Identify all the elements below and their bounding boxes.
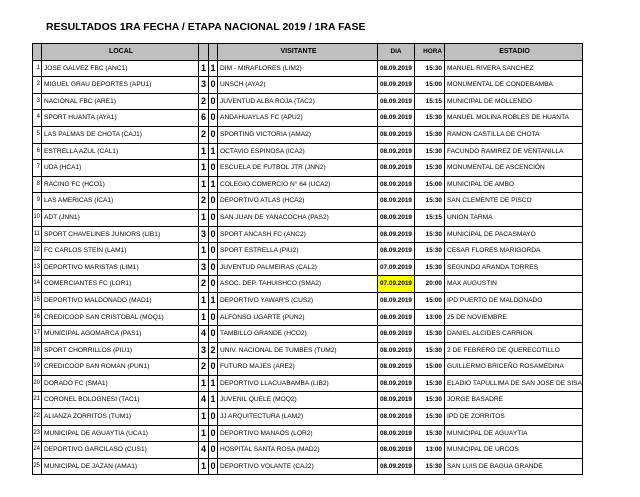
- time-cell: 15:15: [415, 93, 445, 110]
- date-cell: 08.09.2019: [378, 110, 415, 127]
- stadium-cell: MONUMENTAL DE ASCENCIÓN: [445, 160, 583, 177]
- visitor-goals-cell: 0: [209, 326, 218, 343]
- date-cell: 08.09.2019: [378, 375, 415, 392]
- time-cell: 15:00: [415, 359, 445, 376]
- visitor-team-cell: HOSPITAL SANTA ROSA (MAD2): [218, 442, 378, 459]
- local-goals-cell: 1: [199, 375, 209, 392]
- date-cell: 08.09.2019: [378, 442, 415, 459]
- time-cell: 15:00: [415, 176, 445, 193]
- visitor-goals-cell: 0: [209, 276, 218, 293]
- table-row: [33, 409, 583, 426]
- local-team-cell: MUNICIPAL AGOMARCA (PAS1): [42, 326, 199, 343]
- time-cell: 15:30: [415, 226, 445, 243]
- row-number: 25: [33, 458, 42, 475]
- local-team-cell: SPORT HUANTA (AYA1): [42, 110, 199, 127]
- table-row: [33, 143, 583, 160]
- visitor-team-cell: SPORT ANCASH FC (ANC2): [218, 226, 378, 243]
- local-goals-cell: 1: [199, 243, 209, 260]
- local-goals-cell: 2: [199, 276, 209, 293]
- stadium-cell: SEGUNDO ARANDA TORRES: [445, 259, 583, 276]
- date-cell: 08.09.2019: [378, 60, 415, 77]
- local-goals-cell: 3: [199, 226, 209, 243]
- local-team-cell: SPORT CHORRILLOS (PIU1): [42, 342, 199, 359]
- visitor-team-cell: DIM - MIRAFLORES (LIM2): [218, 60, 378, 77]
- date-cell: 08.09.2019: [378, 226, 415, 243]
- row-number: 7: [33, 160, 42, 177]
- local-goals-cell: 1: [199, 292, 209, 309]
- visitor-team-cell: SPORTING VICTORIA (AMA2): [218, 126, 378, 143]
- table-row: [33, 209, 583, 226]
- stadium-cell: MUNICIPAL DE URCOS: [445, 442, 583, 459]
- local-goals-cell: 1: [199, 60, 209, 77]
- visitor-goals-cell: 0: [209, 193, 218, 210]
- time-cell: 15:30: [415, 326, 445, 343]
- visitor-team-cell: UNIV. NACIONAL DE TUMBES (TUM2): [218, 342, 378, 359]
- visitor-team-cell: UNSCH (AYA2): [218, 77, 378, 94]
- row-number: 18: [33, 342, 42, 359]
- local-goals-cell: 1: [199, 160, 209, 177]
- visitor-team-cell: ESCUELA DE FUTBOL JTR (JNN2): [218, 160, 378, 177]
- results-table: [32, 43, 583, 475]
- local-goals-cell: 2: [199, 93, 209, 110]
- header-visitante: VISITANTE: [218, 44, 378, 61]
- local-team-cell: MUNICIPAL DE AGUAYTIA (UCA1): [42, 425, 199, 442]
- stadium-cell: MONUMENTAL DE CONDEBAMBA: [445, 77, 583, 94]
- date-cell: 08.09.2019: [378, 326, 415, 343]
- stadium-cell: CESAR FLORES MARIGORDA: [445, 243, 583, 260]
- stadium-cell: MUNICIPAL DE AGUAYTIA: [445, 425, 583, 442]
- local-goals-cell: 4: [199, 442, 209, 459]
- date-cell: 08.09.2019: [378, 126, 415, 143]
- row-number: 4: [33, 110, 42, 127]
- header-hora: HORA: [415, 44, 445, 61]
- table-row: [33, 309, 583, 326]
- stadium-cell: FACUNDO RAMIREZ DE VENTANILLA: [445, 143, 583, 160]
- time-cell: 15:30: [415, 458, 445, 475]
- row-number: 12: [33, 243, 42, 260]
- visitor-team-cell: DEPORTIVO ATLAS (HCA2): [218, 193, 378, 210]
- visitor-team-cell: DEPORTIVO MANAOS (LOR2): [218, 425, 378, 442]
- time-cell: 13:00: [415, 442, 445, 459]
- stadium-cell: IPD PUERTO DE MALDONADO: [445, 292, 583, 309]
- local-team-cell: DEPORTIVO GARCILASO (CUS1): [42, 442, 199, 459]
- local-goals-cell: 2: [199, 193, 209, 210]
- local-goals-cell: 4: [199, 392, 209, 409]
- table-body: [33, 60, 583, 475]
- table-row: [33, 193, 583, 210]
- stadium-cell: ELADIO TAPULLIMA DE SAN JOSE DE SISA: [445, 375, 583, 392]
- local-goals-cell: 1: [199, 143, 209, 160]
- local-team-cell: MIGUEL GRAU DEPORTES (APU1): [42, 77, 199, 94]
- header-goals-visit: [209, 44, 218, 61]
- table-row: [33, 60, 583, 77]
- table-row: [33, 392, 583, 409]
- time-cell: 15:00: [415, 77, 445, 94]
- header-number: [33, 44, 42, 61]
- time-cell: 15:30: [415, 110, 445, 127]
- visitor-team-cell: JJ ARQUITECTURA (LAM2): [218, 409, 378, 426]
- visitor-team-cell: JUVENTUD ALBA ROJA (TAC2): [218, 93, 378, 110]
- local-team-cell: CREDICOOP SAN ROMAN (PUN1): [42, 359, 199, 376]
- time-cell: 13:00: [415, 309, 445, 326]
- date-cell: 08.09.2019: [378, 409, 415, 426]
- stadium-cell: 2 DE FEBRERO DE QUERECOTILLO: [445, 342, 583, 359]
- visitor-goals-cell: 0: [209, 160, 218, 177]
- visitor-goals-cell: 0: [209, 409, 218, 426]
- row-number: 21: [33, 392, 42, 409]
- row-number: 1: [33, 60, 42, 77]
- visitor-team-cell: SPORT ESTRELLA (PIU2): [218, 243, 378, 260]
- table-row: [33, 425, 583, 442]
- local-team-cell: UDA (HCA1): [42, 160, 199, 177]
- visitor-goals-cell: 0: [209, 226, 218, 243]
- local-goals-cell: 3: [199, 342, 209, 359]
- table-row: [33, 259, 583, 276]
- time-cell: 15:30: [415, 425, 445, 442]
- stadium-cell: 25 DE NOVIEMBRE: [445, 309, 583, 326]
- visitor-goals-cell: 1: [209, 292, 218, 309]
- visitor-goals-cell: 1: [209, 375, 218, 392]
- time-cell: 15:30: [415, 342, 445, 359]
- visitor-goals-cell: 0: [209, 442, 218, 459]
- date-cell: 08.09.2019: [378, 243, 415, 260]
- stadium-cell: JORGE BASADRE: [445, 392, 583, 409]
- date-cell: 08.09.2019: [378, 143, 415, 160]
- time-cell: 15:30: [415, 126, 445, 143]
- table-row: [33, 292, 583, 309]
- date-cell: 08.09.2019: [378, 425, 415, 442]
- visitor-team-cell: OCTAVIO ESPINOSA (ICA2): [218, 143, 378, 160]
- row-number: 10: [33, 209, 42, 226]
- time-cell: 15:30: [415, 392, 445, 409]
- row-number: 6: [33, 143, 42, 160]
- page-title: RESULTADOS 1RA FECHA / ETAPA NACIONAL 2019 / 1RA FASE: [46, 21, 366, 33]
- row-number: 11: [33, 226, 42, 243]
- visitor-goals-cell: 1: [209, 176, 218, 193]
- visitor-goals-cell: 1: [209, 60, 218, 77]
- time-cell: 15:30: [415, 193, 445, 210]
- local-team-cell: CREDICOOP SAN CRISTOBAL (MOQ1): [42, 309, 199, 326]
- table-row: [33, 110, 583, 127]
- row-number: 9: [33, 193, 42, 210]
- visitor-team-cell: SAN JUAN DE YANACOCHA (PAS2): [218, 209, 378, 226]
- time-cell: 20:00: [415, 276, 445, 293]
- visitor-team-cell: COLEGIO COMERCIO N° 64 (UCA2): [218, 176, 378, 193]
- visitor-goals-cell: 0: [209, 309, 218, 326]
- table-row: [33, 276, 583, 293]
- table-row: [33, 359, 583, 376]
- visitor-team-cell: ASOC. DEP. TAHUISHCO (SMA2): [218, 276, 378, 293]
- stadium-cell: MANUEL RIVERA SANCHEZ: [445, 60, 583, 77]
- time-cell: 15:30: [415, 375, 445, 392]
- table-row: [33, 126, 583, 143]
- stadium-cell: UNION TARMA: [445, 209, 583, 226]
- visitor-goals-cell: 0: [209, 93, 218, 110]
- date-cell: 08.09.2019: [378, 359, 415, 376]
- row-number: 14: [33, 276, 42, 293]
- stadium-cell: SAN CLEMENTE DE PISCO: [445, 193, 583, 210]
- local-team-cell: DEPORTIVO MARISTAS (LIM1): [42, 259, 199, 276]
- local-team-cell: RACING FC (HCO1): [42, 176, 199, 193]
- table-row: [33, 226, 583, 243]
- time-cell: 15:30: [415, 409, 445, 426]
- visitor-goals-cell: 0: [209, 259, 218, 276]
- local-team-cell: ALIANZA ZORRITOS (TUM1): [42, 409, 199, 426]
- date-cell: 08.09.2019: [378, 160, 415, 177]
- date-cell: 08.09.2019: [378, 77, 415, 94]
- row-number: 2: [33, 77, 42, 94]
- visitor-team-cell: ANDAHUAYLAS FC (APU2): [218, 110, 378, 127]
- stadium-cell: MUNICIPAL DE MOLLENDO: [445, 93, 583, 110]
- row-number: 19: [33, 359, 42, 376]
- date-cell: 08.09.2019: [378, 292, 415, 309]
- time-cell: 15:30: [415, 259, 445, 276]
- date-cell: 08.09.2019: [378, 209, 415, 226]
- row-number: 17: [33, 326, 42, 343]
- stadium-cell: MUNICIPAL DE PACASMAYO: [445, 226, 583, 243]
- row-number: 16: [33, 309, 42, 326]
- row-number: 3: [33, 93, 42, 110]
- local-team-cell: MUNICIPAL DE JAZAN (AMA1): [42, 458, 199, 475]
- row-number: 20: [33, 375, 42, 392]
- date-cell: 07.09.2019: [378, 276, 415, 293]
- header-local: LOCAL: [42, 44, 199, 61]
- date-cell: 08.09.2019: [378, 342, 415, 359]
- header-dia: DIA: [378, 44, 415, 61]
- local-team-cell: NACIONAL FBC (ARE1): [42, 93, 199, 110]
- table-row: [33, 342, 583, 359]
- header-goals-local: [199, 44, 209, 61]
- stadium-cell: SAN LUIS DE BAGUA GRANDE: [445, 458, 583, 475]
- table-row: [33, 243, 583, 260]
- stadium-cell: RAMON CASTILLA DE CHOTA: [445, 126, 583, 143]
- local-team-cell: CORONEL BOLOGNESI (TAC1): [42, 392, 199, 409]
- local-team-cell: SPORT CHAVELINES JUNIORS (LIB1): [42, 226, 199, 243]
- visitor-team-cell: FUTURO MAJES (ARE2): [218, 359, 378, 376]
- local-team-cell: COMERCIANTES FC (LOR1): [42, 276, 199, 293]
- stadium-cell: MANUEL MOLINA ROBLES DE HUANTA: [445, 110, 583, 127]
- local-goals-cell: 3: [199, 259, 209, 276]
- visitor-goals-cell: 0: [209, 209, 218, 226]
- row-number: 8: [33, 176, 42, 193]
- visitor-team-cell: DEPORTIVO VOLANTE (CAJ2): [218, 458, 378, 475]
- table-row: [33, 77, 583, 94]
- visitor-team-cell: DEPORTIVO LLACUABAMBA (LIB2): [218, 375, 378, 392]
- local-goals-cell: 1: [199, 176, 209, 193]
- visitor-goals-cell: 2: [209, 342, 218, 359]
- local-goals-cell: 1: [199, 309, 209, 326]
- table-row: [33, 176, 583, 193]
- visitor-goals-cell: 1: [209, 143, 218, 160]
- local-goals-cell: 6: [199, 110, 209, 127]
- visitor-team-cell: ALFONSO UGARTE (PUN2): [218, 309, 378, 326]
- date-cell: 07.09.2019: [378, 259, 415, 276]
- visitor-goals-cell: 0: [209, 359, 218, 376]
- table-row: [33, 93, 583, 110]
- local-goals-cell: 3: [199, 77, 209, 94]
- local-team-cell: ESTRELLA AZUL (CAL1): [42, 143, 199, 160]
- local-team-cell: DORADO FC (SMA1): [42, 375, 199, 392]
- time-cell: 15:30: [415, 143, 445, 160]
- time-cell: 15:00: [415, 292, 445, 309]
- date-cell: 08.09.2019: [378, 176, 415, 193]
- local-team-cell: LAS AMERICAS (ICA1): [42, 193, 199, 210]
- visitor-goals-cell: 0: [209, 243, 218, 260]
- time-cell: 15:30: [415, 60, 445, 77]
- row-number: 23: [33, 425, 42, 442]
- date-cell: 08.09.2019: [378, 93, 415, 110]
- local-team-cell: JOSE GALVEZ FBC (ANC1): [42, 60, 199, 77]
- local-team-cell: ADT (JNN1): [42, 209, 199, 226]
- visitor-goals-cell: 0: [209, 77, 218, 94]
- local-goals-cell: 4: [199, 326, 209, 343]
- table-row: [33, 442, 583, 459]
- local-goals-cell: 1: [199, 458, 209, 475]
- visitor-goals-cell: 0: [209, 110, 218, 127]
- local-goals-cell: 2: [199, 359, 209, 376]
- local-team-cell: LAS PALMAS DE CHOTA (CAJ1): [42, 126, 199, 143]
- visitor-team-cell: DEPORTIVO YAWAR'S (CUS2): [218, 292, 378, 309]
- date-cell: 08.09.2019: [378, 392, 415, 409]
- row-number: 13: [33, 259, 42, 276]
- local-goals-cell: 1: [199, 209, 209, 226]
- date-cell: 08.09.2019: [378, 193, 415, 210]
- table-row: [33, 458, 583, 475]
- visitor-team-cell: JUVENIL QUELE (MOQ2): [218, 392, 378, 409]
- table-row: [33, 326, 583, 343]
- table-row: [33, 375, 583, 392]
- visitor-goals-cell: 0: [209, 126, 218, 143]
- table-row: [33, 160, 583, 177]
- time-cell: 15:30: [415, 243, 445, 260]
- local-goals-cell: 2: [199, 126, 209, 143]
- row-number: 5: [33, 126, 42, 143]
- date-cell: 08.09.2019: [378, 458, 415, 475]
- visitor-goals-cell: 0: [209, 458, 218, 475]
- stadium-cell: MAX AUGUSTIN: [445, 276, 583, 293]
- local-team-cell: FC CARLOS STEIN (LAM1): [42, 243, 199, 260]
- local-goals-cell: 1: [199, 425, 209, 442]
- visitor-goals-cell: 0: [209, 425, 218, 442]
- local-goals-cell: 1: [199, 409, 209, 426]
- visitor-team-cell: JUVENTUD PALMEIRAS (CAL2): [218, 259, 378, 276]
- date-cell: 08.09.2019: [378, 309, 415, 326]
- stadium-cell: IPD DE ZORRITOS: [445, 409, 583, 426]
- time-cell: 15:15: [415, 209, 445, 226]
- local-team-cell: DEPORTIVO MALDONADO (MAD1): [42, 292, 199, 309]
- row-number: 15: [33, 292, 42, 309]
- stadium-cell: DANIEL ALCIDES CARRION: [445, 326, 583, 343]
- row-number: 22: [33, 409, 42, 426]
- table-header-row: [33, 44, 583, 61]
- stadium-cell: GUILLERMO BRICEÑO ROSAMEDINA: [445, 359, 583, 376]
- row-number: 24: [33, 442, 42, 459]
- time-cell: 15:30: [415, 160, 445, 177]
- visitor-goals-cell: 1: [209, 392, 218, 409]
- stadium-cell: MUNICIPAL DE AMBO: [445, 176, 583, 193]
- visitor-team-cell: TAMBILLO GRANDE (HCO2): [218, 326, 378, 343]
- header-estadio: ESTADIO: [445, 44, 583, 61]
